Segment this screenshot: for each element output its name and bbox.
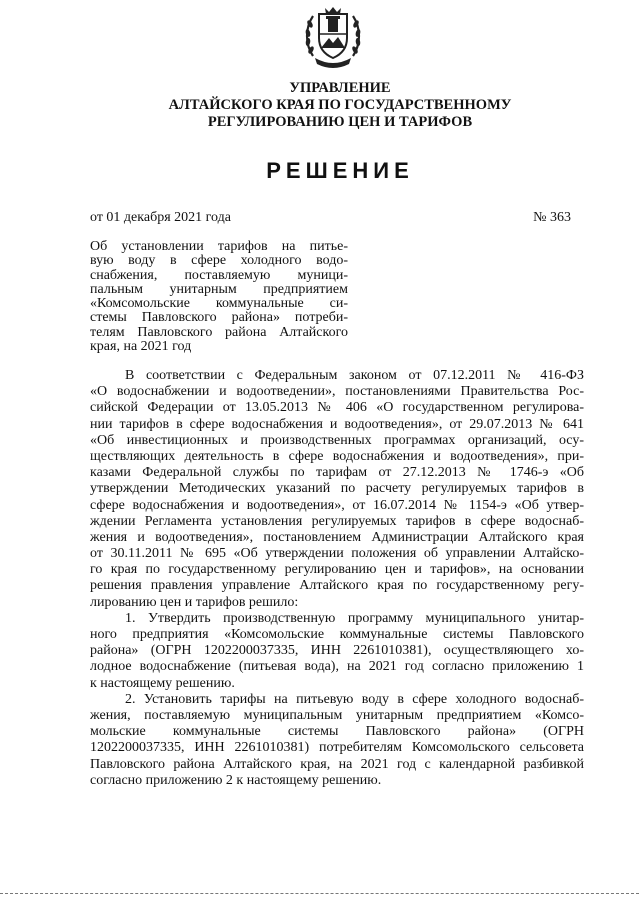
body-line: решения правления управление Алтайского края по государственному регу- bbox=[90, 578, 584, 594]
body-line: от 30.11.2011 № 695 «Об утверждении положения об управлении Алтайско- bbox=[90, 546, 584, 562]
subject-line: стемы Павловского района» потреби- bbox=[90, 310, 348, 326]
body-line: Павловского района Алтайского края, на 2021 год с календарной разбивкой bbox=[90, 756, 584, 772]
agency-line: АЛТАЙСКОГО КРАЯ ПО ГОСУДАРСТВЕННОМУ bbox=[168, 97, 512, 113]
body-line: ного предприятия «Комсомольские коммунальные системы Павловского bbox=[90, 627, 584, 642]
body-line: утверждении Методических указаний по расчету регулируемых тарифов в bbox=[90, 481, 584, 497]
body-line: нии тарифов в сфере водоснабжения и водоотведения», от 29.07.2013 № 641 bbox=[90, 416, 584, 432]
body-line: 2. Установить тарифы на питьевую воду в сфере холодного водоснаб- bbox=[125, 691, 584, 707]
subject-line: Об установлении тарифов на питье- bbox=[90, 239, 348, 254]
subject-line: вую воду в сфере холодного водо- bbox=[90, 253, 348, 269]
body-line: ществляющих деятельность в сфере водоснабжения и водоотведения», при- bbox=[90, 448, 584, 464]
body-line: жения, поставляемую муниципальным унитарным предприятием «Комсо- bbox=[90, 707, 584, 723]
body-line: сийской Федерации от 13.05.2013 № 406 «О государственном регулирова- bbox=[90, 400, 584, 416]
body-line: ждении Регламента установления регулируемых тарифов в сфере водоснаб- bbox=[90, 513, 584, 529]
document-date: от 01 декабря 2021 года bbox=[90, 210, 231, 225]
body-line: го края по государственному регулированию цен и тарифов», на основании bbox=[90, 562, 584, 578]
document-type-title: РЕШЕНИЕ bbox=[266, 158, 414, 183]
subject-line: телям Павловского района Алтайского bbox=[90, 324, 348, 340]
subject-line: пальным унитарным предприятием bbox=[90, 281, 348, 297]
page-bottom-divider bbox=[0, 893, 639, 894]
document-body bbox=[90, 368, 584, 789]
resolution-item-2 bbox=[90, 692, 584, 789]
document-number: № 363 bbox=[533, 210, 571, 225]
body-line: В соответствии с Федеральным законом от 07.12.2011 № 416-ФЗ bbox=[125, 368, 584, 383]
body-line: «Об инвестиционных и производственных программах организаций, осу- bbox=[90, 432, 584, 448]
subject-line: края, на 2021 год bbox=[90, 339, 192, 355]
body-line: «О водоснабжении и водоотведении», постановлениями Правительства Рос- bbox=[90, 384, 584, 400]
body-line: казами Федеральной службы по тарифам от 27.12.2013 № 1746-э «Об bbox=[90, 465, 584, 481]
body-line: 1202200037335, ИНН 2261010381) потребителям Комсомольского сельсовета bbox=[90, 740, 584, 756]
document-subject bbox=[90, 240, 348, 354]
body-line: согласно приложению 2 к настоящему решению. bbox=[90, 772, 382, 788]
issuing-agency-name bbox=[120, 80, 560, 131]
body-line: лированию цен и тарифов решило: bbox=[90, 594, 299, 610]
body-line: 1. Утвердить производственную программу муниципального унитар- bbox=[125, 610, 584, 626]
body-line: сфере водоснабжения и водоотведения», от 16.07.2014 № 1154-э «Об утвер- bbox=[90, 497, 584, 513]
coat-of-arms-emblem bbox=[303, 4, 363, 70]
agency-line: УПРАВЛЕНИЕ bbox=[289, 80, 391, 96]
body-line: района» (ОГРН 1202200037335, ИНН 2261010381), осуществляющего хо- bbox=[90, 643, 584, 659]
body-line: мольские коммунальные системы Павловского района» (ОГРН bbox=[90, 724, 584, 740]
subject-line: снабжения, поставляемую муници- bbox=[90, 267, 348, 283]
agency-line: РЕГУЛИРОВАНИЮ ЦЕН И ТАРИФОВ bbox=[207, 114, 473, 130]
body-line: лодное водоснабжение (питьевая вода), на 2021 год согласно приложению 1 bbox=[90, 659, 584, 675]
body-line: к настоящему решению. bbox=[90, 675, 235, 691]
resolution-item-1 bbox=[90, 611, 584, 692]
preamble-paragraph bbox=[90, 368, 584, 611]
body-line: жения и водоотведения», постановлением Администрации Алтайского края bbox=[90, 529, 584, 545]
subject-line: «Комсомольские коммунальные си- bbox=[90, 296, 348, 312]
